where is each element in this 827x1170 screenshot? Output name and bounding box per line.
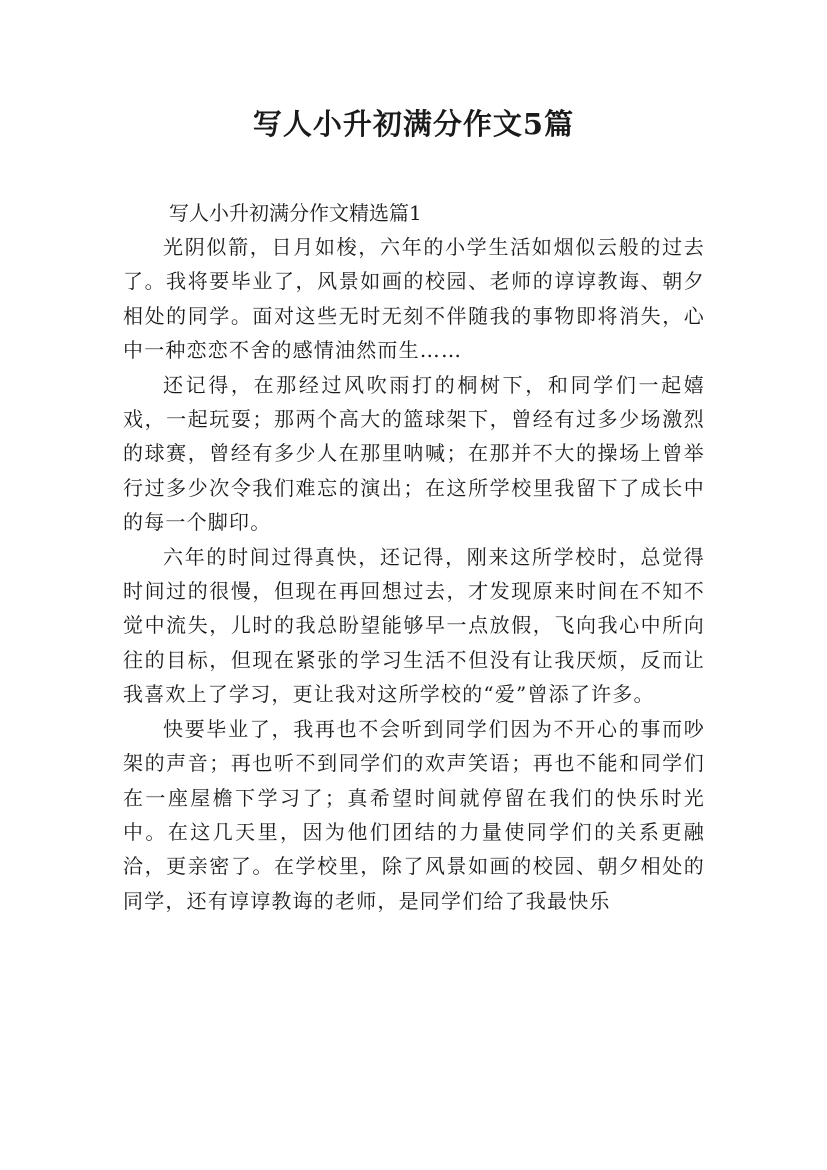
paragraph-4: 快要毕业了，我再也不会听到同学们因为不开心的事而吵架的声音；再也听不到同学们的欢声笑语；再也不能和同学们在一座屋檐下学习了；真希望时间就停留在我们的快乐时光中。在这几天里，因为他们团结的力量使同学们的关系更融洽，更亲密了。在学校里，除了风景如画的校园、朝夕相处的同学，还有谆谆教诲的老师，是同学们给了我最快乐 — [123, 716, 705, 913]
paragraph-3: 六年的时间过得真快，还记得，刚来这所学校时，总觉得时间过的很慢，但现在再回想过去，才发现原来时间在不知不觉中流失，儿时的我总盼望能够早一点放假，飞向我心中所向往的目标，但现在紧张的学习生活不但没有让我厌烦，反而让我喜欢上了学习，更让我对这所学校的“爱”曾添了许多。 — [123, 544, 705, 707]
paragraph-2: 还记得，在那经过风吹雨打的桐树下，和同学们一起嬉戏，一起玩耍；那两个高大的篮球架下，曾经有过多少场激烈的球赛，曾经有多少人在那里呐喊；在那并不大的操场上曾举行过多少次令我们难忘的演出；在这所学校里我留下了成长中的每一个脚印。 — [123, 372, 705, 535]
paragraph-1: 光阴似箭，日月如梭，六年的小学生活如烟似云般的过去了。我将要毕业了，风景如画的校园、老师的谆谆教诲、朝夕相处的同学。面对这些无时无刻不伴随我的事物即将消失，心中一种恋恋不舍的感情油然而生…… — [123, 235, 705, 363]
document-body — [123, 196, 705, 918]
document-title: 写人小升初满分作文5篇 — [252, 107, 575, 141]
section-heading: 写人小升初满分作文精选篇1 — [169, 201, 422, 225]
